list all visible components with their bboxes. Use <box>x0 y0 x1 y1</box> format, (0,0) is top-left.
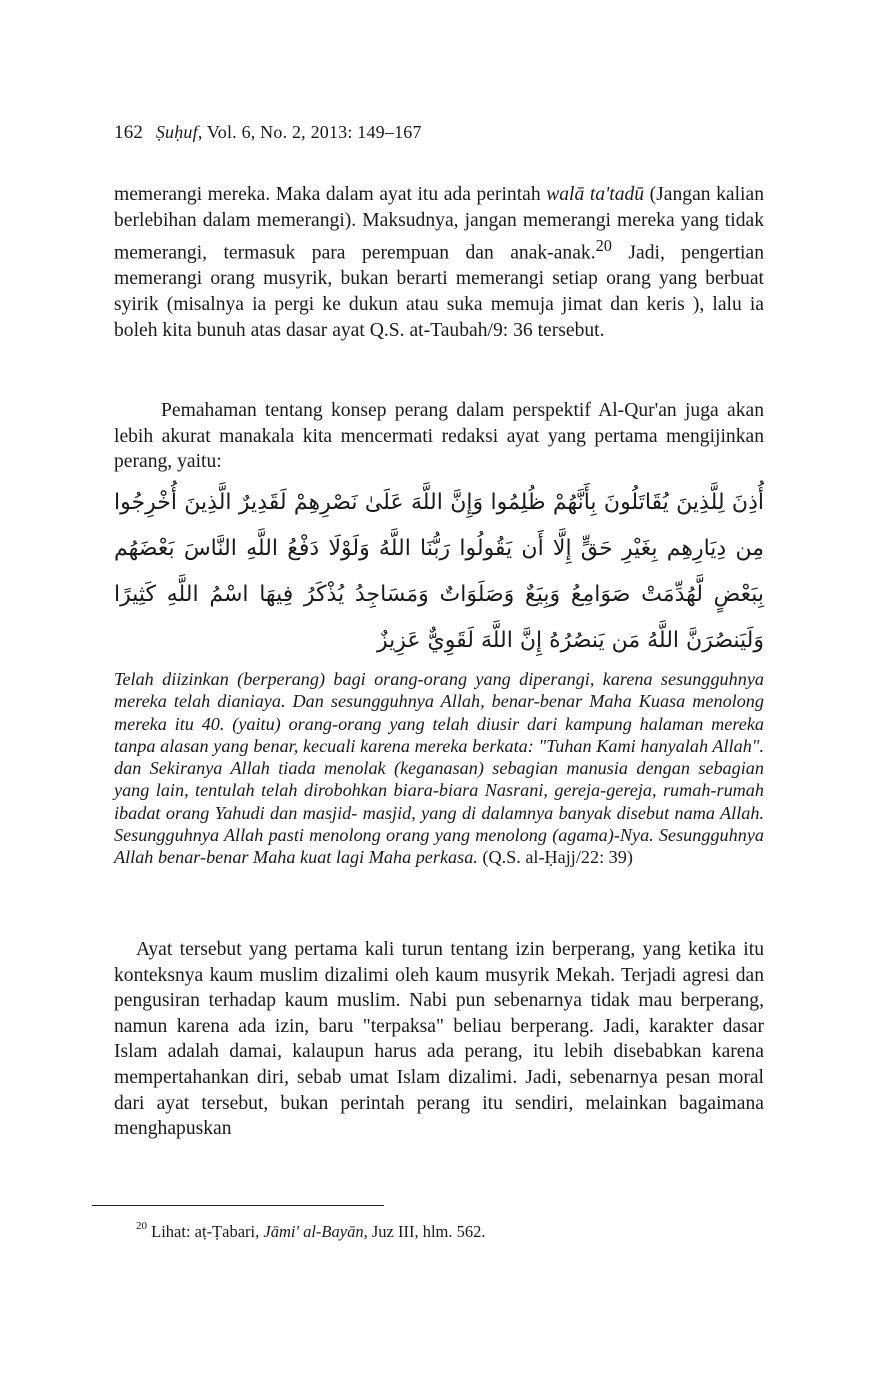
arabic-verse: أُذِنَ لِلَّذِينَ يُقَاتَلُونَ بِأَنَّهُمْ ظُلِمُوا وَإِنَّ اللَّهَ عَلَىٰ نَصْرِهِمْ لَقَدِيرٌ الَّذِينَ أُخْرِجُوا مِن دِيَارِهِم بِغَيْرِ حَقٍّ إِلَّا أَن يَقُولُوا رَبُّنَا اللَّهُ وَلَوْلَا دَفْعُ اللَّهِ النَّاسَ بَعْضَهُم بِبَعْضٍ لَّهُدِّمَتْ صَوَامِعُ وَبِيَعٌ وَصَلَوَاتٌ وَمَسَاجِدُ يُذْكَرُ فِيهَا اسْمُ اللَّهِ كَثِيرًا وَلَيَنصُرَنَّ اللَّهُ مَن يَنصُرُهُ إِنَّ اللَّهَ لَقَوِيٌّ عَزِيزٌ <box>114 490 764 653</box>
paragraph-1-text-b: (Jangan kalian berlebihan dalam memerangi). Maksudnya, jangan memerangi mereka yang tidak memerangi, termasuk para perempuan dan anak-anak. <box>114 184 764 264</box>
paragraph-1 <box>114 182 764 343</box>
footnote-divider <box>92 1205 384 1206</box>
journal-title: Ṣuḥuf <box>155 122 198 142</box>
arabic-term: walā ta'tadū <box>546 184 645 205</box>
footnote-suffix: Juz III, hlm. 562. <box>367 1222 486 1241</box>
running-header <box>114 122 422 144</box>
page-number: 162 <box>114 122 144 143</box>
paragraph-3: Ayat tersebut yang pertama kali turun tentang izin berperang, yang ketika itu konteksnya kaum muslim dizalimi oleh kaum musyrik Mekah. Terjadi agresi dan pengusiran terhadap kaum muslim. Nabi pun sebenarnya tidak mau berperang, namun karena ada izin, baru "terpaksa" beliau berperang. Jadi, karakter dasar Islam adalah damai, kalaupun harus ada perang, itu lebih disebabkan karena mempertahankan diri, sebab umat Islam dizalimi. Jadi, sebenarnya pesan moral dari ayat tersebut, bukan perintah perang itu sendiri, melainkan bagaimana menghapuskan <box>114 939 764 1140</box>
footnote-book-title: Jāmi' al-Bayān, <box>263 1222 368 1241</box>
footnote-number: 20 <box>136 1220 147 1232</box>
footnote-reference: 20 <box>595 236 612 256</box>
paragraph-1-text-a: memerangi mereka. Maka dalam ayat itu ada perintah <box>114 184 547 205</box>
footnote <box>136 1222 486 1242</box>
verse-translation <box>114 668 764 869</box>
paragraph-2: Pemahaman tentang konsep perang dalam perspektif Al-Qur'an juga akan lebih akurat manakala kita mencermati redaksi ayat yang pertama mengijinkan perang, yaitu: <box>114 400 764 473</box>
verse-reference: (Q.S. al-Ḥajj/22: 39) <box>482 847 633 868</box>
paragraph-1-text-c: Jadi, pengertian memerangi orang musyrik, bukan berarti memerangi setiap orang yang berbuat syirik (misalnya ia pergi ke dukun atau suka memuja jimat dan keris ), lalu ia boleh kita bunuh atas dasar ayat Q.S. at-Taubah/9: 36 tersebut. <box>114 242 764 341</box>
translation-text: Telah diizinkan (berperang) bagi orang-orang yang diperangi, karena sesungguhnya mereka telah dianiaya. Dan sesungguhnya Allah, benar-benar Maha Kuasa menolong mereka itu 40. (yaitu) orang-orang yang telah diusir dari kampung halaman mereka tanpa alasan yang benar, kecuali karena mereka berkata: "Tuhan Kami hanyalah Allah". dan Sekiranya Allah tiada menolak (keganasan) sebagian manusia dengan sebagian yang lain, tentulah telah dirobohkan biara-biara Nasrani, gereja-gereja, rumah-rumah ibadat orang Yahudi dan masjid- masjid, yang di dalamnya banyak disebut nama Allah. Sesungguhnya Allah pasti menolong orang yang menolong (agama)-Nya. Sesungguhnya Allah benar-benar Maha kuat lagi Maha perkasa. <box>114 669 764 868</box>
footnote-prefix: Lihat: aṭ-Ṭabari, <box>151 1222 264 1241</box>
journal-volume: , Vol. 6, No. 2, 2013: 149–167 <box>197 122 422 142</box>
